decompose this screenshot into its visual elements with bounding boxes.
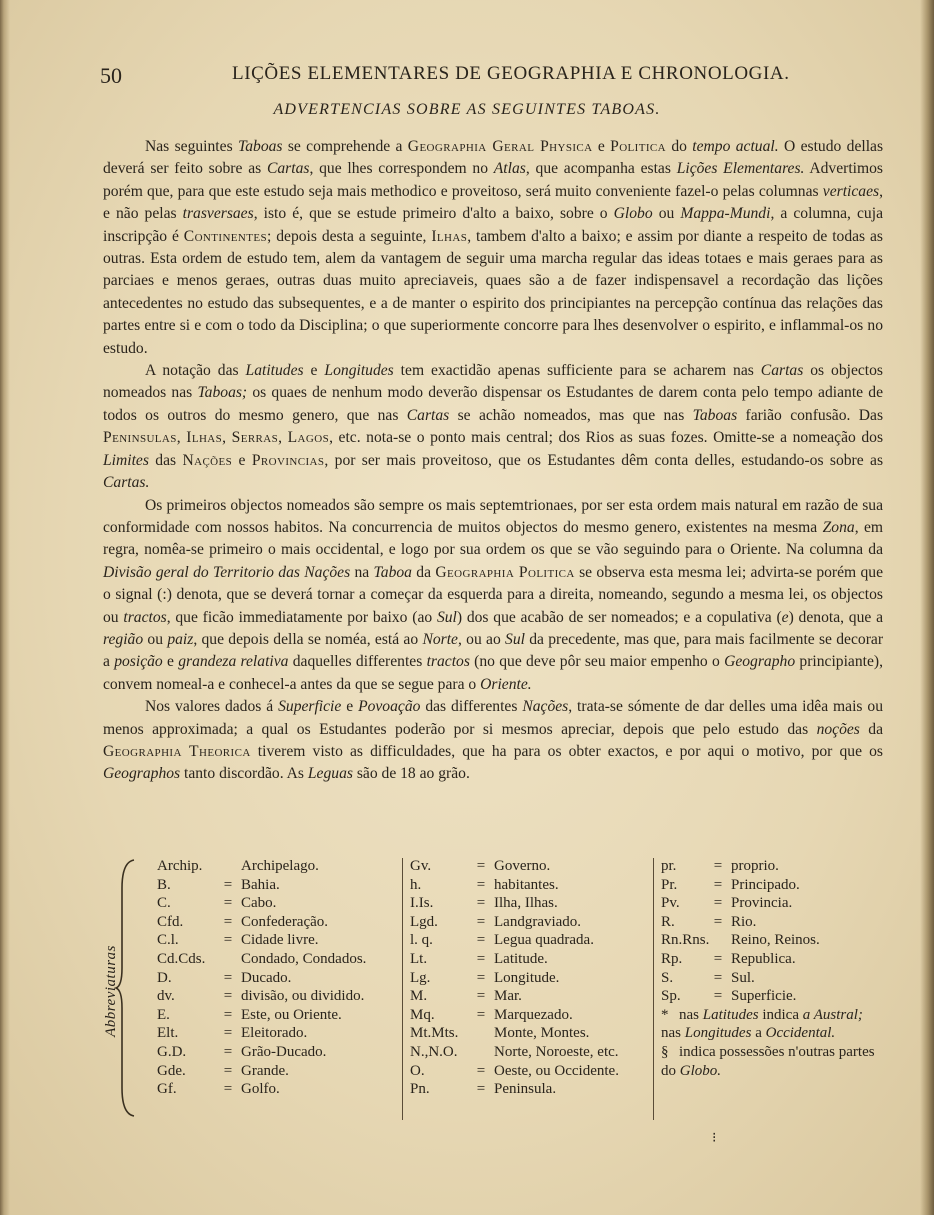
italic-term: Sul xyxy=(505,630,525,648)
italic-term: Sul xyxy=(436,608,457,626)
equals-sign: = xyxy=(476,969,486,986)
text-run: das xyxy=(148,451,183,469)
abbreviation-row xyxy=(410,1043,650,1062)
text-run: , e não pelas xyxy=(103,182,883,223)
note-mark: § xyxy=(661,1043,669,1060)
abbreviation-meaning: Ducado. xyxy=(241,969,292,986)
equals-sign: = xyxy=(713,950,723,967)
italic-term: tractos xyxy=(426,653,470,671)
text-run: indica xyxy=(758,1006,803,1023)
text-run: Nas seguintes xyxy=(145,138,238,155)
abbreviation: R. xyxy=(661,913,675,930)
equals-sign: = xyxy=(476,932,486,949)
abbreviation-meaning: Mar. xyxy=(494,988,522,1005)
abbreviation: Pv. xyxy=(661,895,680,912)
italic-term: Taboa xyxy=(373,563,412,581)
smallcaps-term: Continentes xyxy=(183,227,268,245)
abbreviation: G.D. xyxy=(157,1043,187,1060)
abbreviation-meaning: divisão, ou dividido. xyxy=(241,988,365,1005)
abbreviation-meaning: proprio. xyxy=(731,858,779,874)
text-run: , xyxy=(176,429,187,447)
abbreviation: Rp. xyxy=(661,950,683,967)
abbreviation-row xyxy=(410,1080,650,1099)
abbreviation-meaning: Cabo. xyxy=(241,895,277,912)
italic-term: verticaes xyxy=(822,182,880,200)
text-run: , tambem d'alto a baixo; e assim por diante a respeito de todas as outras. Esta ordem de estudo tem, alem da vantagem de seguir uma marcha regular das ideas totaes e mais geraes para as parciaes e menos geraes, outras duas muito apreciaveis, quaes são a de fazer indispensavel a recordação das lições antecedentes no estudo das subsequentes, e a de manter o espirito dos principiantes na percepção contínua das relações das partes entre si e com o todo da Disciplina; o que superiormente concorre para lhes desenvolver o espirito, e inflammal-os no estudo. xyxy=(103,227,883,357)
text-run: principiante), convem nomeal-a e conhecel-a antes da que se segue para o xyxy=(103,653,883,693)
page-edge-right xyxy=(920,0,934,1215)
text-run: os quaes de nenhum modo deverão dispensar os Estudantes de darem conta pelo tempo adiante de todos os outros do mesmo genero, que nas xyxy=(103,384,884,424)
text-run: , trata-se sómente de dar delles uma idêa mais ou menos approximada; a qual os Estudantes poderão por si mesmos apreciar, depois que pelo estudo das xyxy=(103,698,884,738)
italic-term: posição xyxy=(114,653,163,671)
running-title: LIÇÕES ELEMENTARES DE GEOGRAPHIA E CHRONOLOGIA. xyxy=(232,63,790,84)
text-run: O estudo dellas deverá ser feito sobre as xyxy=(103,138,884,178)
equals-sign: = xyxy=(713,913,723,930)
abbreviation-row xyxy=(157,931,397,950)
text-run: tiverem visto as difficuldades, que ha para os obter exactos, e por aqui o motivo, por que os xyxy=(250,742,883,760)
italic-term: Povoação xyxy=(358,698,421,716)
abbreviation-row xyxy=(157,950,397,969)
equals-sign: = xyxy=(223,876,233,893)
text-run: A notação das xyxy=(145,362,246,380)
italic-term: noções xyxy=(816,720,860,738)
text-run: e xyxy=(303,362,325,380)
abbreviation: h. xyxy=(410,876,422,893)
smallcaps-term: Lagos xyxy=(287,429,330,447)
italic-term: Taboas xyxy=(692,406,738,424)
abbreviations-notes xyxy=(661,1006,886,1080)
abbreviation-meaning: Confederação. xyxy=(241,913,329,930)
abbreviation-row xyxy=(410,931,650,950)
abbreviation-meaning: Landgraviado. xyxy=(494,913,582,930)
text-run: tanto discordão. As xyxy=(180,765,308,783)
equals-sign: = xyxy=(713,895,723,912)
abbreviation: Pr. xyxy=(661,876,678,893)
abbreviation-row xyxy=(661,969,886,988)
abbreviation: Sp. xyxy=(661,988,681,1005)
abbreviation-meaning: Norte, Noroeste, etc. xyxy=(494,1043,619,1060)
abbreviation-meaning: Rio. xyxy=(731,913,757,930)
abbreviation: S. xyxy=(661,969,674,986)
italic-term: Zona xyxy=(822,518,855,536)
text-run: , etc. nota-se o ponto mais central; dos Rios as suas fozes. Omitte-se a nomeação dos xyxy=(329,429,884,447)
abbreviation: Lt. xyxy=(410,950,428,967)
abbreviation: dv. xyxy=(157,988,175,1005)
italic-term: paiz xyxy=(167,630,194,648)
abbreviation: E. xyxy=(157,1006,170,1023)
text-run: e xyxy=(341,698,359,716)
text-run: , que ficão immediatamente por baixo (ao xyxy=(166,608,437,626)
italic-term: Divisão geral do Territorio das Nações xyxy=(103,563,351,581)
abbreviation-row xyxy=(157,969,397,988)
abbreviation-row xyxy=(157,913,397,932)
abbreviation-row xyxy=(661,950,886,969)
abbreviation-meaning: Bahia. xyxy=(241,876,280,893)
abbreviation: Rn.Rns. xyxy=(661,932,710,949)
italic-term: Geographos xyxy=(103,765,181,783)
italic-term: Occidental. xyxy=(765,1025,836,1042)
equals-sign: = xyxy=(223,969,233,986)
text-run: , isto é, que se estude primeiro d'alto a baixo, sobre o xyxy=(253,205,614,223)
text-run: (no que deve pôr seu maior empenho o xyxy=(469,653,725,671)
italic-term: Longitudes xyxy=(324,362,394,380)
text-run: , xyxy=(222,429,232,447)
abbreviation-note xyxy=(661,1043,886,1080)
column-divider xyxy=(653,858,654,1120)
abbreviation: Pn. xyxy=(410,1081,430,1098)
italic-term: grandeza relativa xyxy=(178,653,289,671)
equals-sign: = xyxy=(223,895,233,912)
smallcaps-term: Provincias xyxy=(251,451,325,469)
smallcaps-term: Politica xyxy=(610,138,666,155)
paragraph-1 xyxy=(103,136,883,360)
abbreviation: O. xyxy=(410,1062,425,1079)
abbreviation-row xyxy=(410,987,650,1006)
smallcaps-term: Geographia Politica xyxy=(435,563,575,581)
abbreviation-meaning: Archipelago. xyxy=(241,858,319,874)
note-mark: * xyxy=(661,1006,669,1023)
text-run: a xyxy=(751,1025,766,1042)
equals-sign: = xyxy=(476,858,486,874)
equals-sign: = xyxy=(476,988,486,1005)
abbreviation-meaning: Sul. xyxy=(731,969,755,986)
abbreviation-row xyxy=(157,987,397,1006)
smallcaps-term: Serras xyxy=(231,429,279,447)
body-text xyxy=(103,136,883,786)
italic-term: Leguas xyxy=(307,765,353,783)
text-run: ) dos que acabão de ser nomeados; e a copulativa ( xyxy=(456,608,782,626)
text-run: ou xyxy=(652,205,681,223)
text-run: tem exactidão apenas sufficiente para se acharem nas xyxy=(393,362,761,380)
smallcaps-term: Geographia Geral Physica xyxy=(407,138,593,155)
italic-term: Latitudes xyxy=(702,1006,759,1023)
abbreviation-meaning: Principado. xyxy=(731,876,800,893)
abbreviation: Lg. xyxy=(410,969,431,986)
abbreviation-meaning: Monte, Montes. xyxy=(494,1025,590,1042)
italic-term: Cartas xyxy=(406,406,450,424)
italic-term: Globo xyxy=(613,205,653,223)
text-run: , que acompanha estas xyxy=(525,160,677,178)
abbreviation-meaning: Eleitorado. xyxy=(241,1025,308,1042)
abbreviation-row xyxy=(661,931,886,950)
abbreviation-meaning: Oeste, ou Occidente. xyxy=(494,1062,619,1079)
column-divider xyxy=(402,858,403,1120)
abbreviation: Archip. xyxy=(157,858,203,874)
abbreviation: Mt.Mts. xyxy=(410,1025,459,1042)
text-run: indica possessões n'outras partes do xyxy=(661,1043,875,1079)
section-title: ADVERTENCIAS SOBRE AS SEGUINTES TABOAS. xyxy=(273,101,661,118)
equals-sign: = xyxy=(476,1062,486,1079)
abbreviation-row xyxy=(410,1024,650,1043)
text-run: , que lhes correspondem no xyxy=(309,160,494,178)
equals-sign: = xyxy=(476,895,486,912)
page-number: 50 xyxy=(100,63,122,88)
abbreviation-meaning: Peninsula. xyxy=(494,1081,557,1098)
italic-term: Lições Elementares. xyxy=(676,160,805,178)
abbreviation-meaning: Superficie. xyxy=(731,988,797,1005)
abbreviation: Mq. xyxy=(410,1006,435,1023)
equals-sign: = xyxy=(223,913,233,930)
italic-term: Mappa-Mundi xyxy=(680,205,771,223)
abbreviation-row xyxy=(661,913,886,932)
smallcaps-term: Peninsulas xyxy=(103,429,177,447)
equals-sign: = xyxy=(223,1025,233,1042)
italic-term: Norte xyxy=(422,630,458,648)
abbreviation-meaning: Este, ou Oriente. xyxy=(241,1006,342,1023)
smallcaps-term: Ilhas xyxy=(431,227,468,245)
paragraph-2 xyxy=(103,360,883,494)
abbreviation: B. xyxy=(157,876,171,893)
abbreviation-meaning: Marquezado. xyxy=(494,1006,573,1023)
italic-term: Geographo xyxy=(724,653,796,671)
text-run: Os primeiros objectos nomeados são sempre os mais septemtrionaes, por ser esta ordem mais natural em razão de sua conformidade com nossos habitos. Na concurrencia de muitos objectos do mesmo genero, existentes na mesma xyxy=(103,496,883,536)
abbreviation-row xyxy=(410,913,650,932)
text-run: daquelles differentes xyxy=(288,653,427,671)
italic-term: trasversaes xyxy=(182,205,254,223)
smallcaps-term: Nações xyxy=(182,451,233,469)
abbreviations-column-2 xyxy=(410,857,650,1099)
abbreviation: N.,N.O. xyxy=(410,1043,458,1060)
abbreviation-row xyxy=(661,987,886,1006)
text-run: se comprehende a xyxy=(282,138,408,155)
paragraph-3 xyxy=(103,495,883,697)
abbreviation: Lgd. xyxy=(410,913,438,930)
equals-sign: = xyxy=(713,858,723,874)
abbreviation: Cfd. xyxy=(157,913,184,930)
text-run: Advertimos porém que, para que este estudo seja mais methodico e proveitoso, será muito conveniente fazel-o pelas columnas xyxy=(103,160,883,200)
abbreviation-row xyxy=(661,857,886,876)
equals-sign: = xyxy=(223,988,233,1005)
abbreviation-meaning: habitantes. xyxy=(494,876,559,893)
italic-term: Taboas xyxy=(237,138,283,155)
italic-term: a Austral; xyxy=(802,1006,863,1023)
text-run: e xyxy=(592,138,611,155)
italic-term: Globo. xyxy=(679,1062,721,1079)
abbreviation-meaning: Ilha, Ilhas. xyxy=(494,895,558,912)
text-run: e xyxy=(232,451,252,469)
abbreviation-row xyxy=(157,857,397,876)
text-run: ou xyxy=(143,630,168,648)
equals-sign: = xyxy=(713,988,723,1005)
abbreviation: Gf. xyxy=(157,1081,177,1098)
equals-sign: = xyxy=(223,1006,233,1023)
abbreviation: pr. xyxy=(661,858,677,874)
abbreviation-row xyxy=(157,1043,397,1062)
text-run: , por ser mais proveitoso, que os Estudantes dêm conta delles, estudando-os sobre as xyxy=(324,451,884,469)
text-run: os objectos nomeados nas xyxy=(103,362,883,402)
italic-term: Latitudes xyxy=(245,362,304,380)
text-run: da xyxy=(859,720,883,738)
text-run: da xyxy=(411,563,436,581)
abbreviation-meaning: Cidade livre. xyxy=(241,932,319,949)
abbreviation: l. q. xyxy=(410,932,433,949)
equals-sign: = xyxy=(476,1006,486,1023)
italic-term: Limites xyxy=(103,451,149,469)
text-run: das differentes xyxy=(420,698,523,716)
equals-sign: = xyxy=(476,876,486,893)
abbreviation-meaning: Condado, Condados. xyxy=(241,950,367,967)
italic-term: Cartas xyxy=(266,160,310,178)
abbreviation: Gde. xyxy=(157,1062,186,1079)
italic-term: Atlas xyxy=(493,160,526,178)
abbreviation-row xyxy=(410,857,650,876)
abbreviation-row xyxy=(661,876,886,895)
abbreviation-row xyxy=(410,894,650,913)
running-head xyxy=(100,63,860,93)
italic-term: Cartas xyxy=(760,362,804,380)
text-run: , ou ao xyxy=(457,630,506,648)
text-run: da precedente, mas que, para mais facilmente se decorar a xyxy=(103,630,884,671)
abbreviation: Elt. xyxy=(157,1025,179,1042)
italic-term: Longitudes xyxy=(684,1025,752,1042)
abbreviation-meaning: Provincia. xyxy=(731,895,793,912)
text-run: , que depois della se noméa, está ao xyxy=(193,630,423,648)
italic-term: tempo actual. xyxy=(692,138,779,155)
abbreviation: Gv. xyxy=(410,858,432,874)
abbreviation-row xyxy=(157,1080,397,1099)
abbreviation-meaning: Grão-Ducado. xyxy=(241,1043,327,1060)
equals-sign: = xyxy=(223,1062,233,1079)
abbreviation: Cd.Cds. xyxy=(157,950,206,967)
abbreviation-row xyxy=(157,1006,397,1025)
equals-sign: = xyxy=(713,876,723,893)
page-edge-left xyxy=(0,0,10,1215)
abbreviation-row xyxy=(157,1024,397,1043)
equals-sign: = xyxy=(223,932,233,949)
abbreviation-meaning: Governo. xyxy=(494,858,551,874)
abbreviation-row xyxy=(410,876,650,895)
text-run: nas xyxy=(679,1006,703,1023)
abbreviation-row xyxy=(157,876,397,895)
italic-term: região xyxy=(103,630,144,648)
abbreviation-meaning: Reino, Reinos. xyxy=(731,932,820,949)
equals-sign: = xyxy=(713,969,723,986)
abbreviation-row xyxy=(661,894,886,913)
abbreviation: D. xyxy=(157,969,172,986)
abbreviation: M. xyxy=(410,988,428,1005)
abbreviation-row xyxy=(410,950,650,969)
abbreviations-column-3 xyxy=(661,857,886,1080)
text-run: , xyxy=(278,429,288,447)
text-run: são de 18 ao grão. xyxy=(352,765,470,783)
abbreviation: C.l. xyxy=(157,932,179,949)
text-run: na xyxy=(350,563,374,581)
equals-sign: = xyxy=(476,1081,486,1098)
abbreviation-row xyxy=(157,1062,397,1081)
italic-term: Taboas; xyxy=(197,384,248,402)
abbreviations-column-3-list xyxy=(661,857,886,1006)
italic-term: Cartas. xyxy=(103,474,150,492)
text-run: do xyxy=(666,138,693,155)
abbreviation-meaning: Republica. xyxy=(731,950,796,967)
equals-sign: = xyxy=(476,913,486,930)
italic-term: tractos xyxy=(123,608,167,626)
abbreviation-row xyxy=(410,1062,650,1081)
abbreviation-row xyxy=(157,894,397,913)
smallcaps-term: Geographia Theorica xyxy=(103,742,251,760)
abbreviation: I.Is. xyxy=(410,895,434,912)
text-run: ; depois desta a seguinte, xyxy=(267,227,432,245)
abbreviation-meaning: Latitude. xyxy=(494,950,548,967)
text-run: nas xyxy=(661,1025,685,1042)
abbreviation-meaning: Legua quadrada. xyxy=(494,932,594,949)
text-run: se achão nomeados, mas que nas xyxy=(449,406,693,424)
text-run: e xyxy=(162,653,179,671)
abbreviation: C. xyxy=(157,895,171,912)
printer-mark-icon: ⁝ xyxy=(712,1131,717,1146)
abbreviations-label: Abbreviaturas xyxy=(103,945,119,1037)
smallcaps-term: Ilhas xyxy=(186,429,223,447)
equals-sign: = xyxy=(223,1043,233,1060)
abbreviation-meaning: Golfo. xyxy=(241,1081,280,1098)
abbreviation-meaning: Longitude. xyxy=(494,969,560,986)
italic-term: Nações xyxy=(522,698,569,716)
italic-term: e xyxy=(781,608,789,626)
abbreviation-row xyxy=(410,969,650,988)
text-run: , a columna, cuja inscripção é xyxy=(103,205,883,245)
equals-sign: = xyxy=(476,950,486,967)
text-run: , em regra, nomêa-se primeiro o mais occidental, e logo por sua ordem os que se vão seguindo para o Oriente. Na columna da xyxy=(103,518,883,559)
italic-term: Superficie xyxy=(278,698,342,716)
abbreviation-meaning: Grande. xyxy=(241,1062,289,1079)
text-run: se observa esta mesma lei; advirta-se porém que o signal (:) denota, que se deverá tornar a começar da esquerda para a direita, nomeando, segundo a mesma lei, os objectos ou xyxy=(103,563,884,626)
equals-sign: = xyxy=(223,1081,233,1098)
italic-term: Oriente. xyxy=(480,675,532,693)
text-run: ) denota, que a xyxy=(788,608,883,626)
abbreviations-column-1 xyxy=(157,857,397,1099)
abbreviation-note xyxy=(661,1006,886,1043)
abbreviation-row xyxy=(410,1006,650,1025)
text-run: Nos valores dados á xyxy=(145,698,279,716)
paragraph-4 xyxy=(103,696,883,786)
text-run: farião confusão. Das xyxy=(737,406,884,424)
